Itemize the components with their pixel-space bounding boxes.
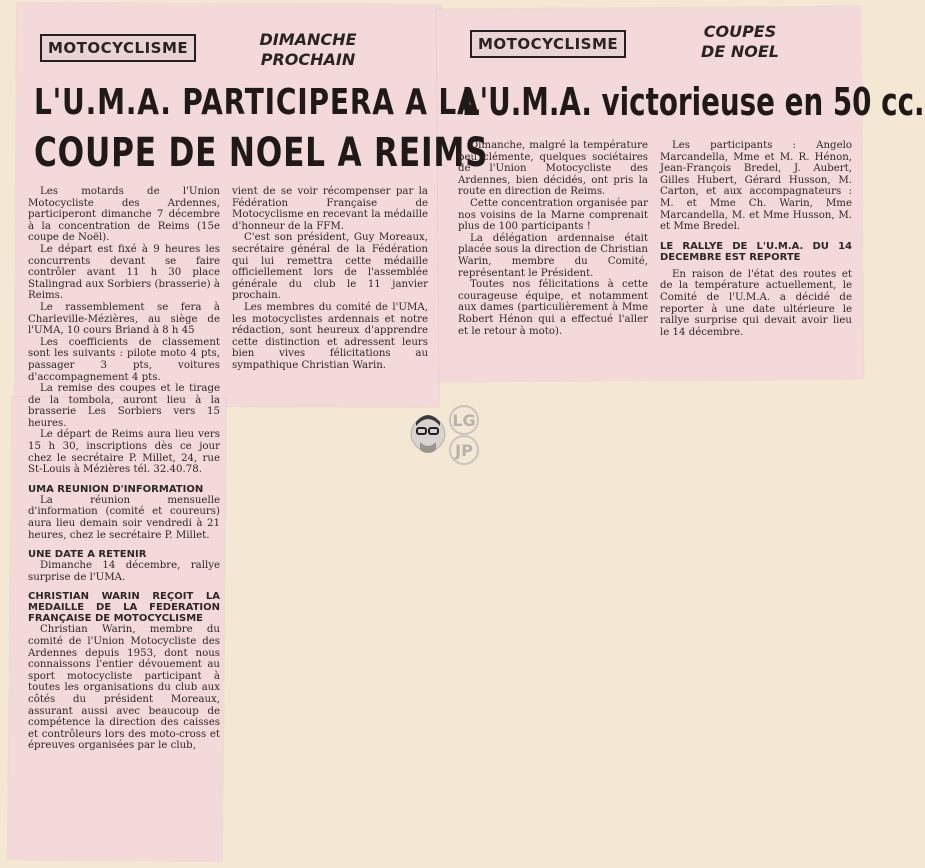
left-subheading-uma-reunion: UMA REUNION D'INFORMATION (28, 483, 204, 495)
lgjp-watermark-logo (408, 404, 490, 466)
left-col1-paragraph: Les motards de l'Union Motocycliste des Ardennes, participeront dimanche 7 décembre à la concentration de Reims (15e coupe de Noël). (28, 186, 220, 244)
right-section-badge: MOTOCYCLISME (470, 30, 626, 58)
right-column-2 (660, 140, 852, 338)
left-section-badge: MOTOCYCLISME (40, 34, 196, 62)
logo-text-jp: JP (455, 441, 473, 460)
left-col1-paragraph: Le départ de Reims aura lieu vers 15 h 30, inscriptions dès ce jour chez le secrétaire P. Millet, 24, rue St-Louis à Mézières tél. 32.40.78. (28, 429, 220, 476)
left-col1-paragraph: La remise des coupes et le tirage de la tombola, auront lieu à la brasserie Les Sorbiers vers 15 heures. (28, 383, 220, 429)
left-column-2 (232, 186, 428, 372)
right-kicker-line1: COUPES (703, 22, 777, 41)
left-col1-paragraph: Le rassemblement se fera à Charleville-Mézières, au siège de l'UMA, 10 cours Briand à 8 h 45 (28, 301, 220, 337)
logo-text-lg: LG (452, 411, 476, 430)
left-kicker-line2: PROCHAIN (260, 50, 356, 69)
left-col2-paragraph: Les membres du comité de l'UMA, les motocyclistes ardennais et notre rédaction, sont heureux d'apprendre cette distinction et adressent leurs bien vives félicitations au sympathique Christian Warin. (232, 301, 428, 371)
right-col2-paragraph: Les participants : Angelo Marcandella, Mme et M. R. Hénon, Jean-François Bredel, J. Aubert, Gilles Hubert, Gérard Husson, M. Carton, et aux accompagnateurs : M. et Mme Ch. Warin, Mme Marcandella, M. et Mme Husson, M. et Mme Bredel. (660, 140, 852, 233)
left-sub1-text: La réunion mensuelle d'information (comité et coureurs) aura lieu demain soir vendredi à 21 heures, chez le secrétaire P. Millet. (28, 494, 220, 541)
right-col1-paragraph: La délégation ardennaise était placée sous la direction de Christian Warin, membre du Comité, représentant le Président. (458, 232, 648, 279)
left-column-1 (28, 186, 220, 752)
right-kicker (690, 22, 790, 62)
left-subheading-date: UNE DATE A RETENIR (28, 549, 147, 561)
left-col2-paragraph: C'est son président, Guy Moreaux, secrétaire général de la Fédération qui lui remettra cette médaille officiellement lors de l'assemblée générale du club le 11 janvier prochain. (232, 232, 428, 302)
left-headline-line1: L'U.M.A. PARTICIPERA A LA (34, 82, 480, 123)
right-kicker-line2: DE NOEL (701, 42, 779, 61)
right-col1-paragraph: Cette concentration organisée par nos voisins de la Marne comprenait plus de 100 participants ! (458, 197, 648, 233)
left-sub3-text: Christian Warin, membre du comité de l'Union Motocycliste des Ardennes depuis 1953, dont nous connaissons l'entier dévouement au sport motocycliste participant à toutes les organisations du club aux côtés du président Moreaux, assurant aussi avec beaucoup de compétence la direction des caisses et contrôleurs lors des moto-cross et épreuves organisées par le club, (28, 624, 220, 752)
left-subheading-warin: CHRISTIAN WARIN REÇOIT LA MEDAILLE DE LA FEDERATION FRANÇAISE DE MOTOCYCLISME (28, 591, 220, 625)
left-kicker-line1: DIMANCHE (259, 30, 357, 49)
right-col1-paragraph: Dimanche, malgré la température peu clémente, quelques sociétaires de l'Union Motocycliste des Ardennes, bien décidés, ont pris la route en direction de Reims. (458, 140, 648, 198)
right-headline: L'U.M.A. victorieuse en 50 cc. (462, 80, 925, 124)
right-subheading-rallye: LE RALLYE DE L'U.M.A. DU 14 DECEMBRE EST REPORTE (660, 240, 852, 263)
right-sub-text: En raison de l'état des routes et de la température actuellement, le Comité de l'U.M.A. a décidé de reporter à une date ultérieure le rallye surprise qui devait avoir lieu le 14 décembre. (660, 268, 852, 338)
left-headline-line2: COUPE DE NOEL A REIMS (34, 130, 489, 176)
left-col2-paragraph: vient de se voir récompenser par la Fédération Française de Motocyclisme en recevant la médaille d'honneur de la FFM. (232, 186, 428, 232)
portrait-icon (408, 404, 490, 466)
left-sub2-text: Dimanche 14 décembre, rallye surprise de l'UMA. (28, 560, 220, 583)
right-column-1 (458, 140, 648, 337)
right-col1-paragraph: Toutes nos félicitations à cette courageuse équipe, et notamment aux dames (particulièrement à Mme Robert Hénon qui a effectué l'aller et le retour à moto). (458, 279, 648, 337)
left-col1-paragraph: Le départ est fixé à 9 heures les concurrents devant se faire contrôler avant 11 h 30 place Stalingrad aux Sorbiers (brasserie) à Reims. (28, 243, 220, 302)
left-col1-paragraph: Les coefficients de classement sont les suivants : pilote moto 4 pts, passager 3 pts, voitures d'accompagnement 4 pts. (28, 336, 220, 383)
left-kicker (258, 30, 358, 70)
